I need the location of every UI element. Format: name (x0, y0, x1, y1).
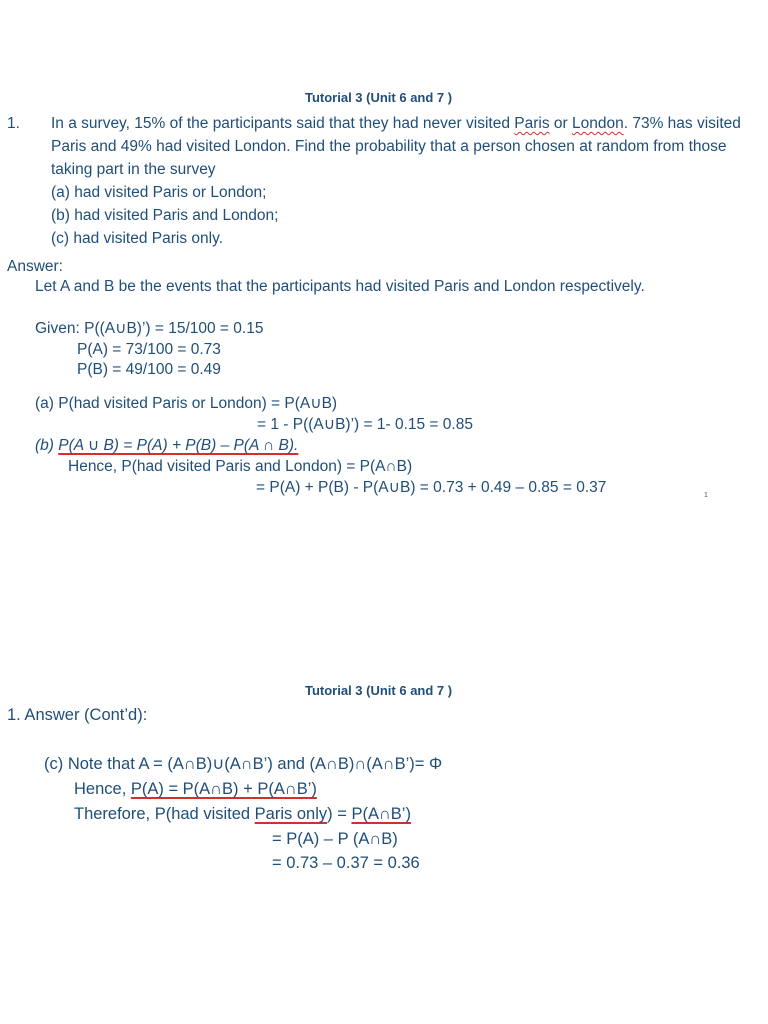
answer-a-line-2: = 1 - P((A∪B)’) = 1- 0.15 = 0.85 (257, 416, 473, 433)
page-number: 1 (704, 492, 708, 499)
equals-text: ) = (327, 805, 352, 823)
slide1-title: Tutorial 3 (Unit 6 and 7 ) (305, 90, 453, 105)
part-c-line-5: = 0.73 – 0.37 = 0.36 (272, 854, 420, 872)
question-part-a: (a) had visited Paris or London; (51, 184, 267, 201)
question-line-3: taking part in the survey (51, 161, 216, 178)
question-line-1 (51, 114, 741, 134)
addition-rule-formula: P(A ∪ B) = P(A) + P(B) – P(A ∩ B). (58, 437, 299, 454)
question-line-2: Paris and 49% had visited London. Find the probability that a person chosen at random from those (51, 138, 727, 155)
or-word: or (549, 115, 572, 132)
question-number: 1. (7, 115, 20, 132)
answer-contd-heading: 1. Answer (Cont’d): (7, 706, 148, 724)
part-c-line-1: (c) Note that A = (A∩B)∪(A∩B’) and (A∩B)∩(A∩B’)= Φ (44, 755, 443, 773)
question-part-c: (c) had visited Paris only. (51, 230, 223, 247)
london-word: London (572, 115, 624, 132)
decomposition-formula: P(A) = P(A∩B) + P(A∩B’) (130, 780, 317, 798)
given-line-2: P(A) = 73/100 = 0.73 (77, 341, 221, 358)
question-line-1-start: In a survey, 15% of the participants said that they had never visited (51, 115, 515, 132)
paris-word: Paris (514, 115, 550, 132)
given-line-3: P(B) = 49/100 = 0.49 (77, 361, 221, 378)
let-statement: Let A and B be the events that the participants had visited Paris and London respectively. (35, 278, 645, 295)
answer-b-line-3: = P(A) + P(B) - P(A∪B) = 0.73 + 0.49 – 0.85 = 0.37 (256, 479, 607, 496)
part-c-line-4: = P(A) – P (A∩B) (272, 830, 398, 848)
answer-b-line-1 (35, 436, 298, 456)
therefore-text: Therefore, P(had visited (74, 805, 255, 823)
answer-a-line-1: (a) P(had visited Paris or London) = P(A∪B) (35, 395, 338, 412)
slide2-title: Tutorial 3 (Unit 6 and 7 ) (305, 683, 453, 698)
paris-only-text: Paris only (254, 805, 328, 823)
answer-b-label: (b) (35, 437, 59, 454)
a-and-not-b-formula: P(A∩B’) (351, 805, 411, 823)
given-line-1: Given: P((A∪B)’) = 15/100 = 0.15 (35, 320, 264, 337)
answer-label: Answer: (7, 258, 63, 275)
answer-b-line-2: Hence, P(had visited Paris and London) = P(A∩B) (68, 458, 413, 475)
part-c-line-3 (74, 804, 411, 824)
question-line-1-end: . 73% has visited (623, 115, 741, 132)
part-c-line-2 (74, 779, 317, 799)
hence-word: Hence, (74, 780, 131, 798)
question-part-b: (b) had visited Paris and London; (51, 207, 279, 224)
